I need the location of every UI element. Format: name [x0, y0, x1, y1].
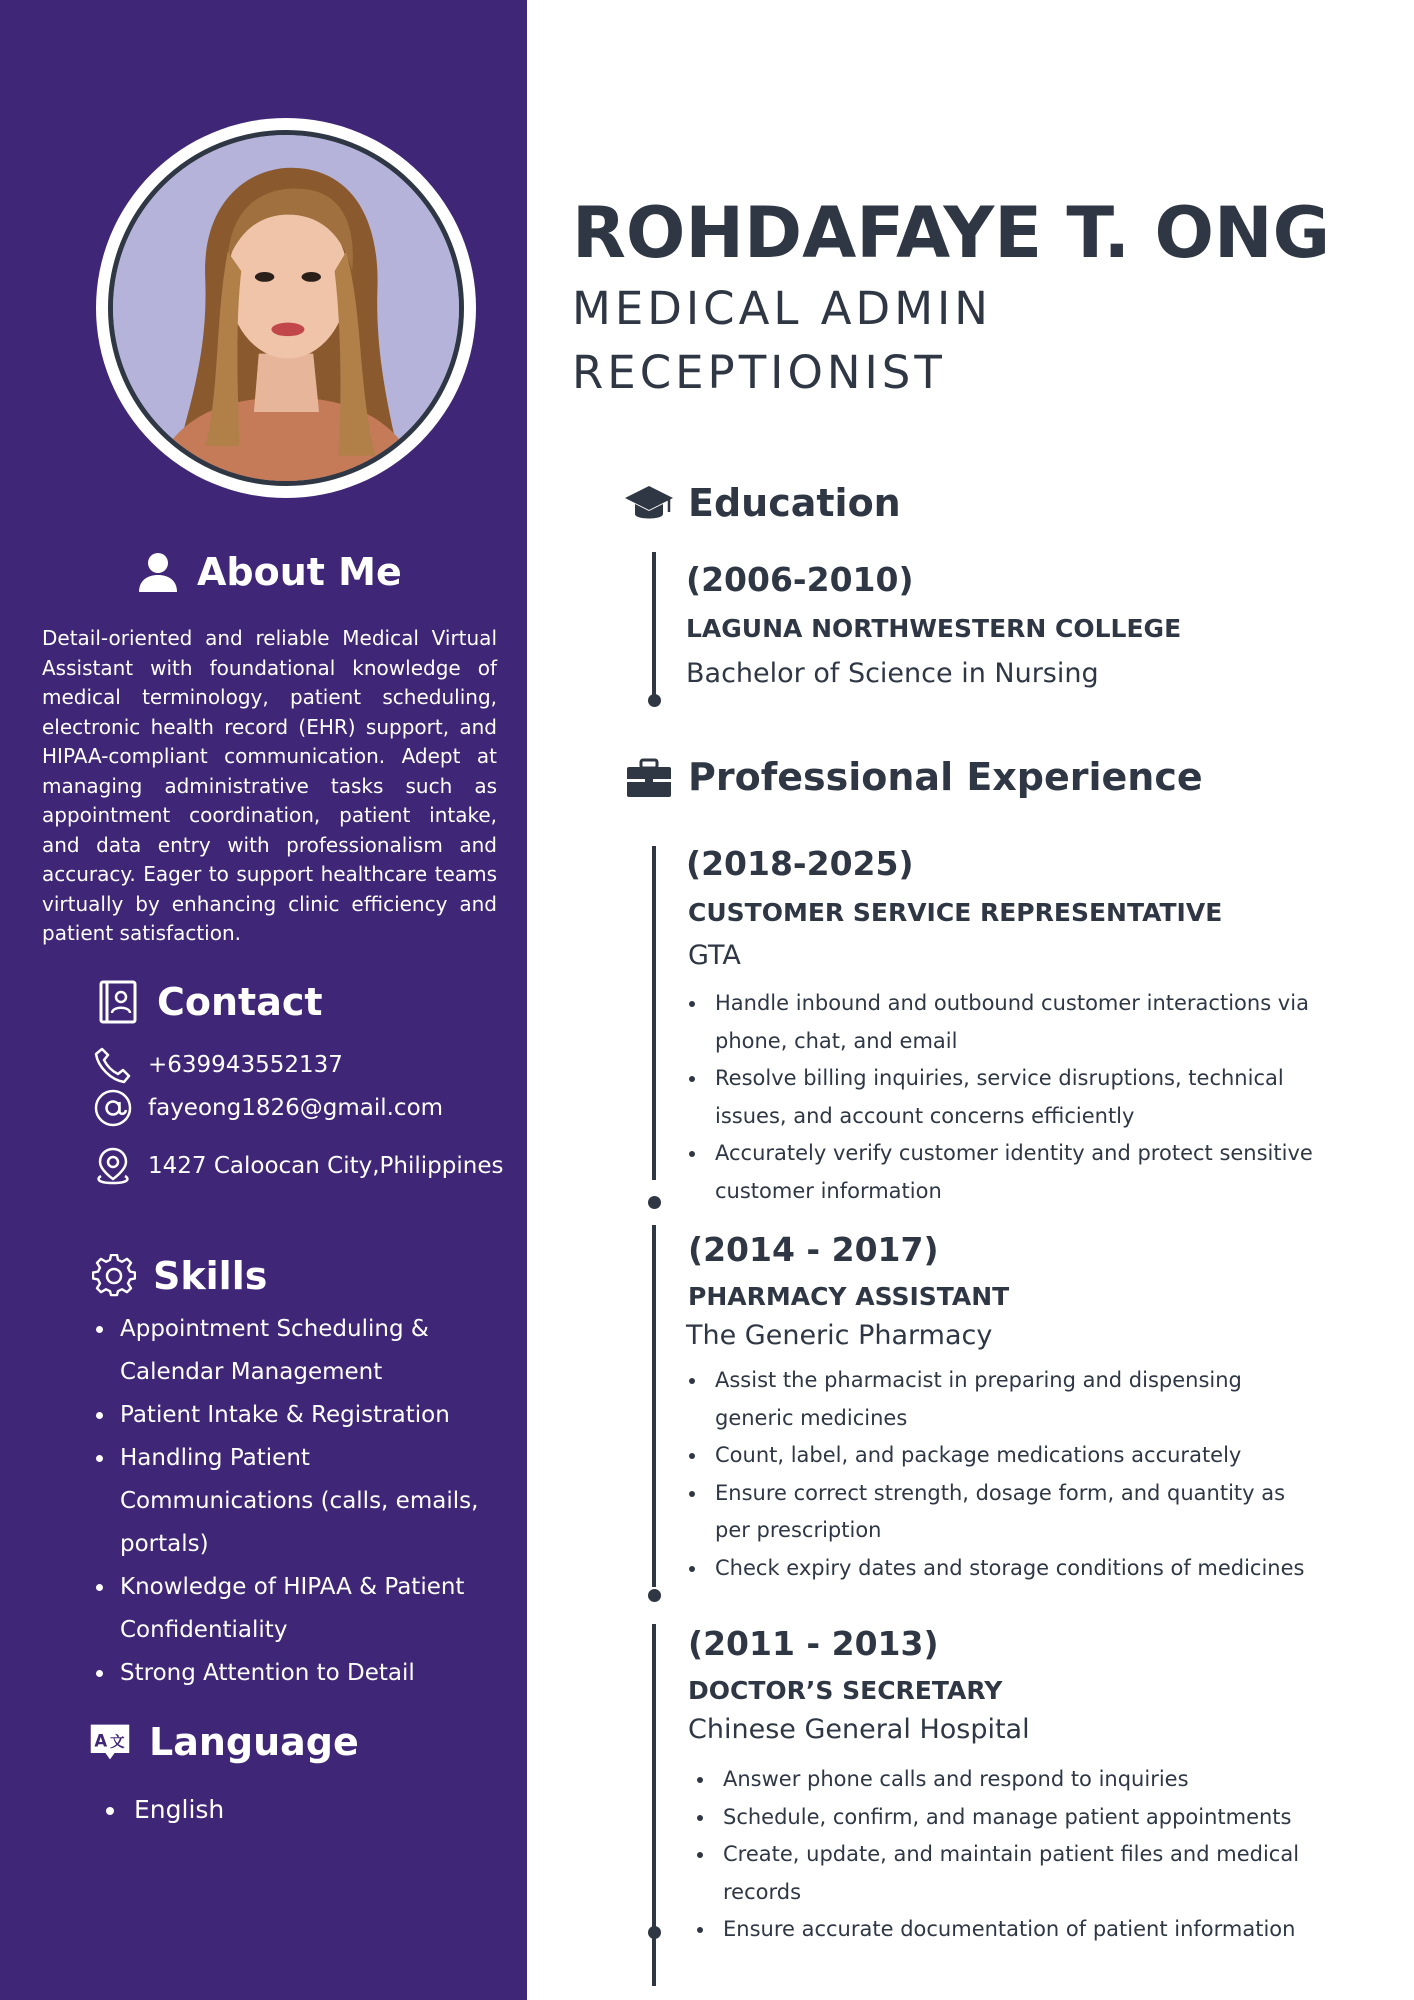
- job-timeline-line: [652, 1225, 656, 1587]
- education-heading: [624, 478, 901, 528]
- contact-email[interactable]: [92, 1087, 443, 1129]
- job-years: (2014 - 2017): [688, 1230, 939, 1269]
- language-heading-label: Language: [149, 1720, 359, 1764]
- contact-address: [92, 1145, 503, 1187]
- address-text: 1427 Caloocan City,Philippines: [148, 1153, 504, 1179]
- language-list: [104, 1790, 224, 1830]
- job-title-line-1: MEDICAL ADMIN: [572, 282, 992, 335]
- job-bullet: Accurately verify customer identity and protect sensitive customer information: [686, 1135, 1326, 1210]
- job-bullet: Answer phone calls and respond to inquiries: [694, 1761, 1334, 1799]
- skills-heading: [92, 1254, 267, 1298]
- translate-icon: [88, 1720, 132, 1764]
- svg-text:文: 文: [110, 1733, 125, 1751]
- job-role: PHARMACY ASSISTANT: [688, 1282, 1010, 1311]
- about-text: Detail-oriented and reliable Medical Virtual Assistant with foundational knowledge of medical terminology, patient scheduling, electronic health record (EHR) support, and HIPAA-compliant communication. Adept at managing administrative tasks such as appointment coordination, patient intake, and data entry with professionalism and accuracy. Eager to support healthcare teams virtually by enhancing clinic efficiency and patient satisfaction.: [42, 626, 497, 945]
- profile-photo: [108, 130, 464, 486]
- location-pin-icon: [92, 1145, 134, 1187]
- job-bullet: Ensure accurate documentation of patient information: [694, 1911, 1334, 1949]
- skill-item: Appointment Scheduling & Calendar Management: [92, 1308, 492, 1394]
- job-bullet: Create, update, and maintain patient files and medical records: [694, 1836, 1334, 1911]
- job-bullet: Check expiry dates and storage conditions of medicines: [686, 1550, 1326, 1588]
- job-timeline-dot: [648, 1196, 661, 1209]
- at-sign-icon: [92, 1087, 134, 1129]
- svg-text:A: A: [94, 1731, 108, 1751]
- skill-item: Strong Attention to Detail: [92, 1652, 492, 1695]
- job-timeline-line: [652, 846, 656, 1180]
- job-bullet: Count, label, and package medications accurately: [686, 1437, 1326, 1475]
- skills-list: [92, 1308, 492, 1695]
- job-role: DOCTOR’S SECRETARY: [688, 1676, 1003, 1705]
- skill-item: Knowledge of HIPAA & Patient Confidentiality: [92, 1566, 492, 1652]
- contact-book-icon: [96, 980, 140, 1024]
- experience-heading: [624, 752, 1203, 802]
- experience-heading-label: Professional Experience: [688, 755, 1203, 799]
- phone-text: +639943552137: [148, 1052, 343, 1078]
- gear-icon: [92, 1254, 136, 1298]
- phone-icon: [92, 1044, 134, 1086]
- graduation-cap-icon: [624, 478, 674, 528]
- skill-item: Patient Intake & Registration: [92, 1394, 492, 1437]
- job-bullets: [694, 1761, 1334, 1949]
- candidate-name: ROHDAFAYE T. ONG: [572, 192, 1331, 274]
- education-heading-label: Education: [688, 481, 901, 525]
- job-title-line-2: RECEPTIONIST: [572, 346, 946, 399]
- job-bullet: Assist the pharmacist in preparing and dispensing generic medicines: [686, 1362, 1326, 1437]
- job-years: (2011 - 2013): [688, 1624, 939, 1663]
- education-timeline-line: [652, 552, 656, 696]
- job-bullet: Schedule, confirm, and manage patient appointments: [694, 1799, 1334, 1837]
- language-heading: [88, 1720, 359, 1764]
- job-company: The Generic Pharmacy: [686, 1320, 993, 1351]
- education-degree: Bachelor of Science in Nursing: [686, 658, 1099, 689]
- job-bullets: [686, 1362, 1326, 1587]
- job-bullet: Ensure correct strength, dosage form, and quantity as per prescription: [686, 1475, 1326, 1550]
- skill-item: Handling Patient Communications (calls, emails, portals): [92, 1437, 492, 1566]
- job-company: Chinese General Hospital: [688, 1714, 1030, 1745]
- contact-heading-label: Contact: [157, 980, 323, 1024]
- about-heading: [136, 550, 402, 594]
- portrait-image: [113, 135, 459, 481]
- about-heading-label: About Me: [197, 550, 402, 594]
- briefcase-icon: [624, 752, 674, 802]
- job-company: GTA: [688, 940, 741, 971]
- job-years: (2018-2025): [686, 844, 914, 883]
- job-timeline-dot: [648, 1926, 661, 1939]
- skills-heading-label: Skills: [153, 1254, 268, 1298]
- contact-heading: [96, 980, 323, 1024]
- education-school: LAGUNA NORTHWESTERN COLLEGE: [686, 614, 1182, 643]
- contact-phone[interactable]: [92, 1044, 343, 1086]
- job-bullet: Resolve billing inquiries, service disruptions, technical issues, and account concerns efficiently: [686, 1060, 1326, 1135]
- job-role: CUSTOMER SERVICE REPRESENTATIVE: [688, 898, 1223, 927]
- sidebar: [0, 0, 527, 2000]
- education-years: (2006-2010): [686, 560, 914, 599]
- education-timeline-dot: [648, 694, 661, 707]
- job-bullets: [686, 985, 1326, 1210]
- language-item: English: [104, 1790, 224, 1830]
- job-timeline-dot: [648, 1589, 661, 1602]
- job-bullet: Handle inbound and outbound customer interactions via phone, chat, and email: [686, 985, 1326, 1060]
- profile-photo-ring: [96, 118, 476, 498]
- user-icon: [136, 550, 180, 594]
- email-text: fayeong1826@gmail.com: [148, 1095, 444, 1121]
